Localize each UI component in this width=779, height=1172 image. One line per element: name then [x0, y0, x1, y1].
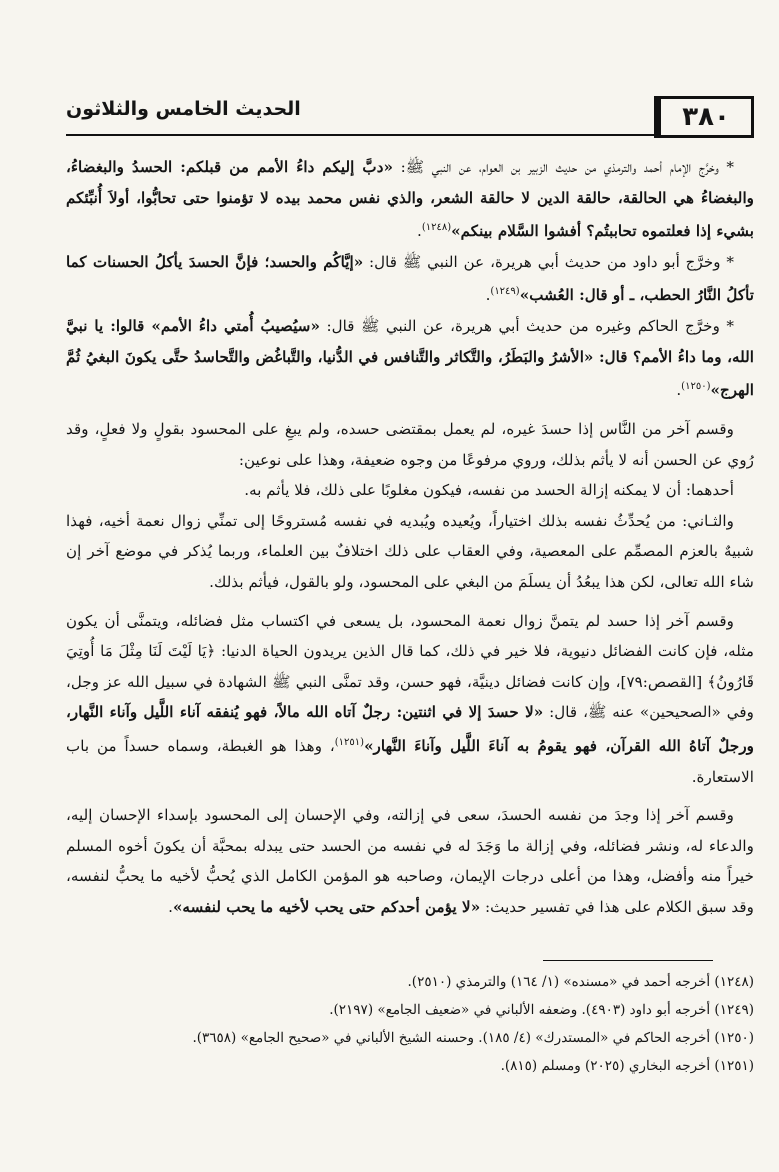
- paragraph-text: وقسم آخر إذا وجدَ من نفسه الحسدَ، سعى في إزالته، وفي الإحسان إلى المحسود بإسداء الإحسان إليه، والدعاء له، ونشر فضائله، وفي إزالة ما وَجَدَ له في نفسه من الحسد حتى يبدله بمحبَّة أن يكونَ أخوه المسلم خيراً منه وأفضل، وهذا من أعلى درجات الإيمان، وصاحبه هو المؤمن الكامل الذي يُحبُّ لأخيه ما يحبُّ لنفسه، وقد سبق الكلام على هذا في تفسير حديث:: [66, 806, 754, 916]
- footnote: (١٢٥٠) أخرجه الحاكم في «المستدرك» (٤/ ١٨٥). وحسنه الشيخ الألباني في «صحيح الجامع» (٣٦٥٨).: [192, 1030, 754, 1046]
- page-number: ٣٨٠: [654, 96, 754, 138]
- footnote: (١٢٥١) أخرجه البخاري (٢٠٢٥) ومسلم (٨١٥).: [500, 1058, 754, 1074]
- paragraph-text: أحدهما: أن لا يمكنه إزالة الحسد من نفسه، فيكون مغلوبًا على ذلك، فلا يأثم به.: [244, 481, 734, 500]
- hadith-quote: «لا يؤمن أحدكم حتى يحب لأخيه ما يحب لنفسه»: [172, 897, 481, 916]
- paragraph: [66, 475, 754, 506]
- paragraph: [66, 800, 754, 922]
- hadith-quote: «لا حسدَ إلا في اثنتين: رجلٌ آتاه الله مالاً، فهو يُنفقه آناء اللَّيل وآناء النَّهار، ورجلٌ آتاهُ الله القرآن، فهو يقومُ به آناءَ اللَّيل وآناءَ النَّهار»: [66, 703, 754, 755]
- footnote: (١٢٤٨) أخرجه أحمد في «مسنده» (١/ ١٦٤) والترمذي (٢٥١٠).: [407, 974, 754, 990]
- paragraph: [66, 311, 754, 406]
- paragraph: [66, 414, 754, 475]
- footnote-ref: (١٢٥٠): [681, 381, 711, 393]
- paragraph-text-end: .: [417, 222, 422, 241]
- footnote-rule: [543, 960, 713, 961]
- paragraph-text: * وخرَّج أبو داود من حديث أبي هريرة، عن النبي ﷺ قال:: [363, 252, 734, 271]
- hadith-quote: «سيُصيبُ أُمتي داءُ الأمم» قالوا: يا نبيَّ الله، وما داءُ الأمم؟ قال: «الأشرُ والبَطَرُ، والتَّكاثر والتَّنافس في الدُّنيا، والتَّباغُض والتَّحاسدُ حتَّى يكونَ البغيُ ثُمَّ الهرج»: [66, 317, 754, 400]
- footnotes: [66, 968, 754, 1080]
- paragraph: [66, 606, 754, 793]
- paragraph-text-end: .: [168, 897, 173, 916]
- footnote-ref: (١٢٤٩): [490, 286, 520, 298]
- paragraph-text: والثـاني: من يُحدِّثُ نفسه بذلك اختياراً، ويُعيده ويُبديه في نفسه مُستروحًا إلى تمنِّي زوال نعمة أخيه، فهذا شبيهٌ بالعزم المصمِّم على المعصية، وفي العقاب على ذلك اختلافٌ بين العلماء، وربما يُذكر في موضع آخر إن شاء الله تعالى، لكن هذا يبعُدُ أن يسلَمَ من البغي على المحسود، ولو بالقول، فيأثم بذلك.: [66, 511, 754, 591]
- page-header: [66, 96, 754, 142]
- paragraph-text: وقسم آخر إذا حسد لم يتمنَّ زوال نعمة المحسود، بل يسعى في اكتساب مثل فضائله، ويتمنَّى أن يكون مثله، فإن كانت الفضائل دنيوية، فلا خير في ذلك، كما قال الذين يريدون الحياة الدنيا: ﴿يَا لَيْتَ لَنَا مِثْلَ مَا أُوتِيَ قَارُونُ﴾ [القصص:٧٩]، وإن كانت فضائل دينيَّة، فهو حسن، وقد تمنَّى النبي ﷺ الشهادة في سبيل الله عز وجل، وفي «الصحيحين» عنه ﷺ، قال:: [66, 611, 754, 722]
- hadith-quote: «دبَّ إليكم داءُ الأمم من قبلكم: الحسدُ والبغضاءُ، والبغضاءُ هي الحالقة، حالقة الدين لا حالقة الشعر، والذي نفس محمد بيده لا تؤمنوا حتى تحابُّوا، أولاَ أُنبِّئكم بشيء إذا فعلتموه تحاببتُم؟ أفشوا السَّلام بينكم»: [66, 158, 754, 241]
- paragraph-text: * وخرَّج الإمام أحمد والترمذي من حديث الزبير بن العوام، عن النبي ﷺ:: [392, 158, 734, 176]
- paragraph: [66, 247, 754, 311]
- paragraph-text-end: ، وهذا هو الغبطة، وسماه حسداً من باب الاستعارة.: [66, 736, 754, 786]
- footnote-ref: (١٢٥١): [334, 736, 365, 748]
- paragraph-text-end: .: [485, 286, 491, 305]
- header-rule: [66, 134, 654, 136]
- footnote-ref: (١٢٤٨): [421, 222, 452, 234]
- body-text: [66, 152, 754, 923]
- paragraph: [66, 506, 754, 598]
- footnote: (١٢٤٩) أخرجه أبو داود (٤٩٠٣). وضعفه الألباني في «ضعيف الجامع» (٢١٩٧).: [329, 1002, 754, 1018]
- running-title: الحديث الخامس والثلاثون: [66, 98, 301, 120]
- paragraph-text: * وخرَّج الحاكم وغيره من حديث أبي هريرة، عن النبي ﷺ قال:: [320, 317, 734, 336]
- hadith-quote: «إيَّاكُم والحسد؛ فإنَّ الحسدَ يأكلُ الحسنات كما تأكلُ النَّارُ الحطب، ـ أو قال: العُشب»: [66, 252, 754, 305]
- paragraph: [66, 152, 754, 247]
- paragraph-text: وقسم آخر من النَّاس إذا حسدَ غيره، لم يعمل بمقتضى حسده، ولم يبغِ على المحسود بقولٍ ولا فعلٍ، وقد رُوي عن الحسن أنه لا يأثم بذلك، وروي مرفوعًا من وجوه ضعيفة، وهذا على نوعين:: [66, 419, 754, 469]
- paragraph-text-end: .: [676, 381, 682, 400]
